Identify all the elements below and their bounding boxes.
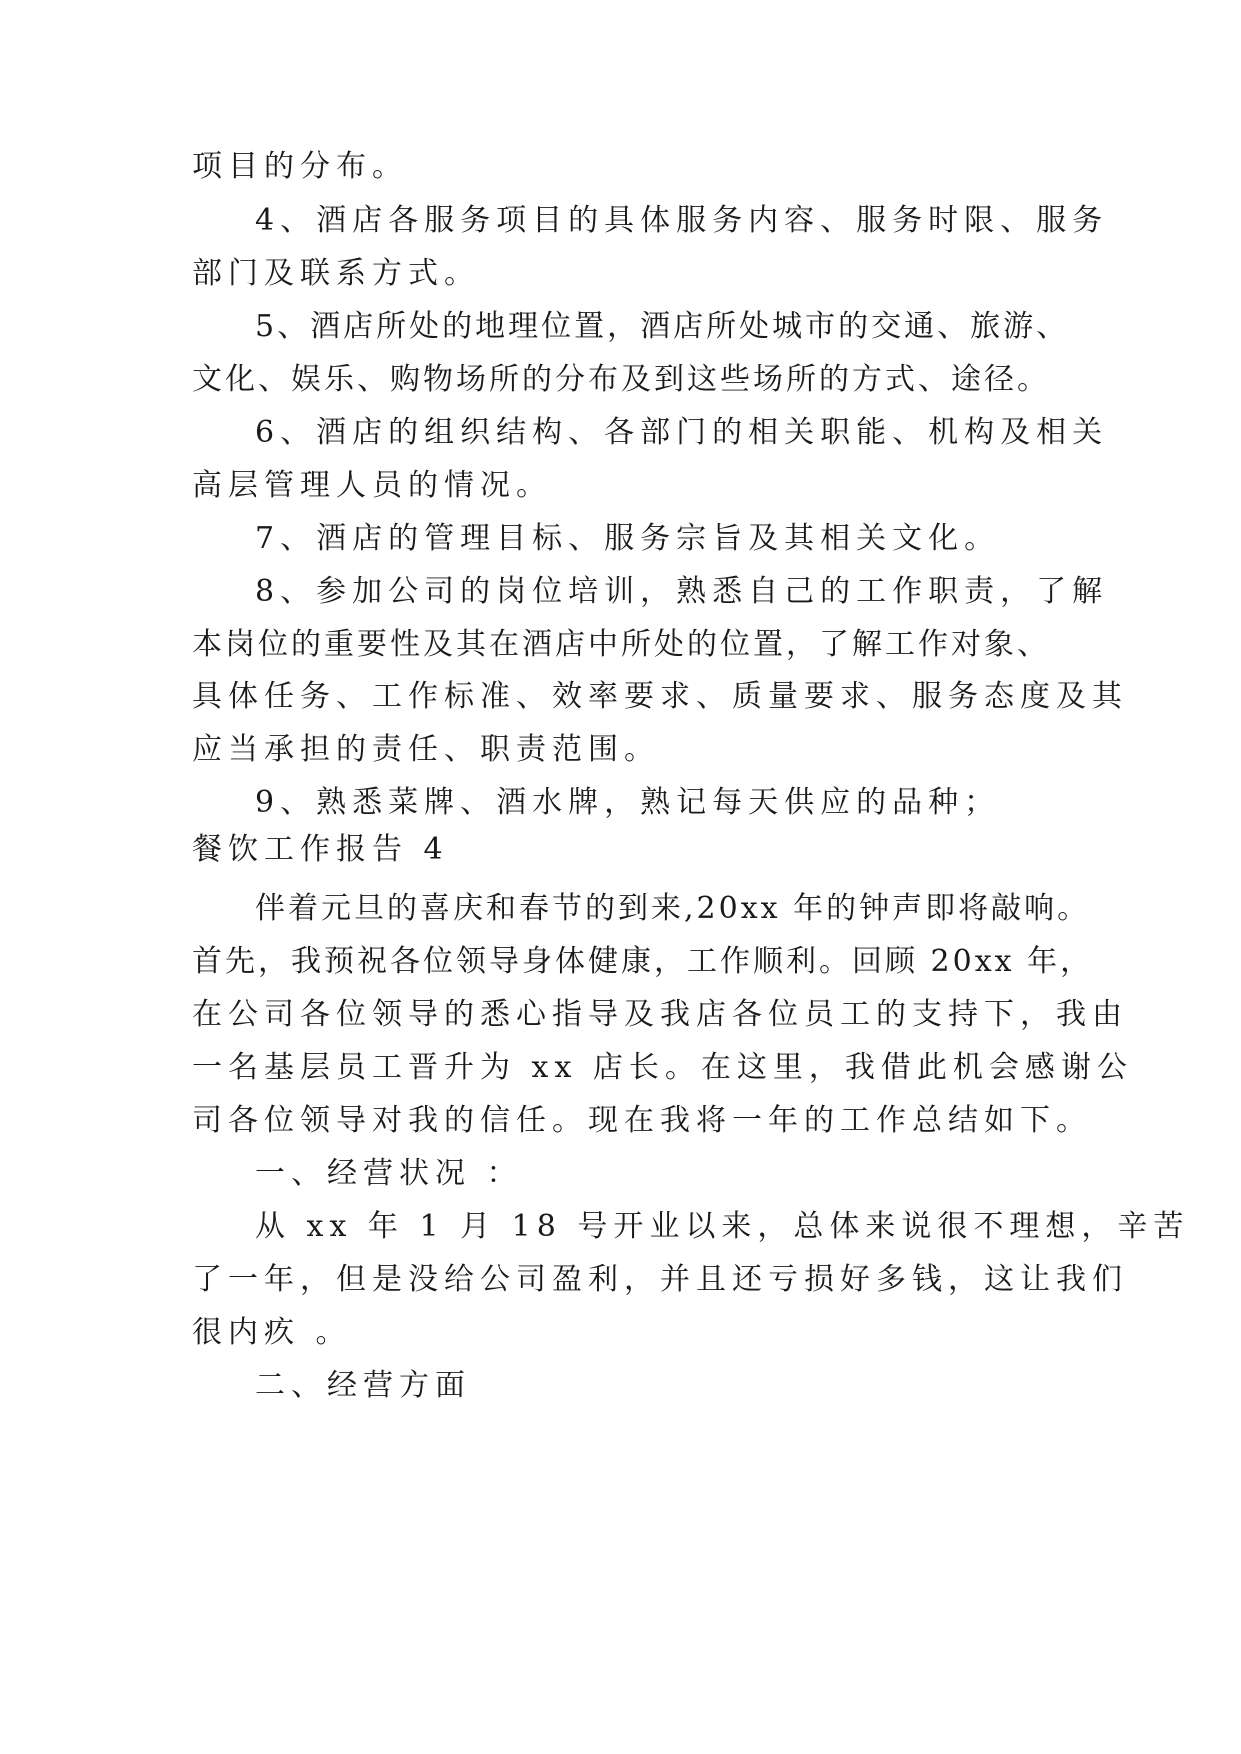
text-line: 具体任务、工作标准、效率要求、质量要求、服务态度及其 xyxy=(192,679,1128,714)
text-line: 一名基层员工晋升为 xx 店长。在这里，我借此机会感谢公 xyxy=(192,1050,1133,1085)
text-line: 从 xx 年 1 月 18 号开业以来，总体来说很不理想，辛苦 xyxy=(255,1209,1190,1244)
text-line: 7、酒店的管理目标、服务宗旨及其相关文化。 xyxy=(255,521,1001,556)
section-heading: 餐饮工作报告 4 xyxy=(192,832,449,867)
text-line: 高层管理人员的情况。 xyxy=(192,468,552,503)
text-line: 8、参加公司的岗位培训，熟悉自己的工作职责，了解 xyxy=(255,574,1109,609)
text-line: 首先，我预祝各位领导身体健康，工作顺利。回顾 20xx 年， xyxy=(192,944,1094,979)
text-line: 司各位领导对我的信任。现在我将一年的工作总结如下。 xyxy=(192,1103,1092,1138)
subsection-heading: 二、经营方面 xyxy=(255,1368,471,1403)
subsection-heading: 一、经营状况 ： xyxy=(255,1156,523,1191)
text-line: 在公司各位领导的悉心指导及我店各位员工的支持下，我由 xyxy=(192,997,1128,1032)
text-line: 4、酒店各服务项目的具体服务内容、服务时限、服务 xyxy=(255,203,1109,238)
text-line: 9、熟悉菜牌、酒水牌，熟记每天供应的品种； xyxy=(255,785,1001,820)
text-line: 应当承担的责任、职责范围。 xyxy=(192,732,660,767)
text-line: 项目的分布。 xyxy=(192,149,408,184)
text-line: 6、酒店的组织结构、各部门的相关职能、机构及相关 xyxy=(255,415,1109,450)
text-line: 了一年，但是没给公司盈利，并且还亏损好多钱，这让我们 xyxy=(192,1262,1128,1297)
text-line: 很内疚 。 xyxy=(192,1315,352,1350)
text-line: 本岗位的重要性及其在酒店中所处的位置，了解工作对象、 xyxy=(192,627,1050,662)
text-line: 部门及联系方式。 xyxy=(192,256,480,291)
text-line: 文化、娱乐、购物场所的分布及到这些场所的方式、途径。 xyxy=(192,362,1050,397)
text-line: 伴着元旦的喜庆和春节的到来,20xx 年的钟声即将敲响。 xyxy=(255,891,1091,926)
text-line: 5、酒店所处的地理位置，酒店所处城市的交通、旅游、 xyxy=(255,309,1070,344)
